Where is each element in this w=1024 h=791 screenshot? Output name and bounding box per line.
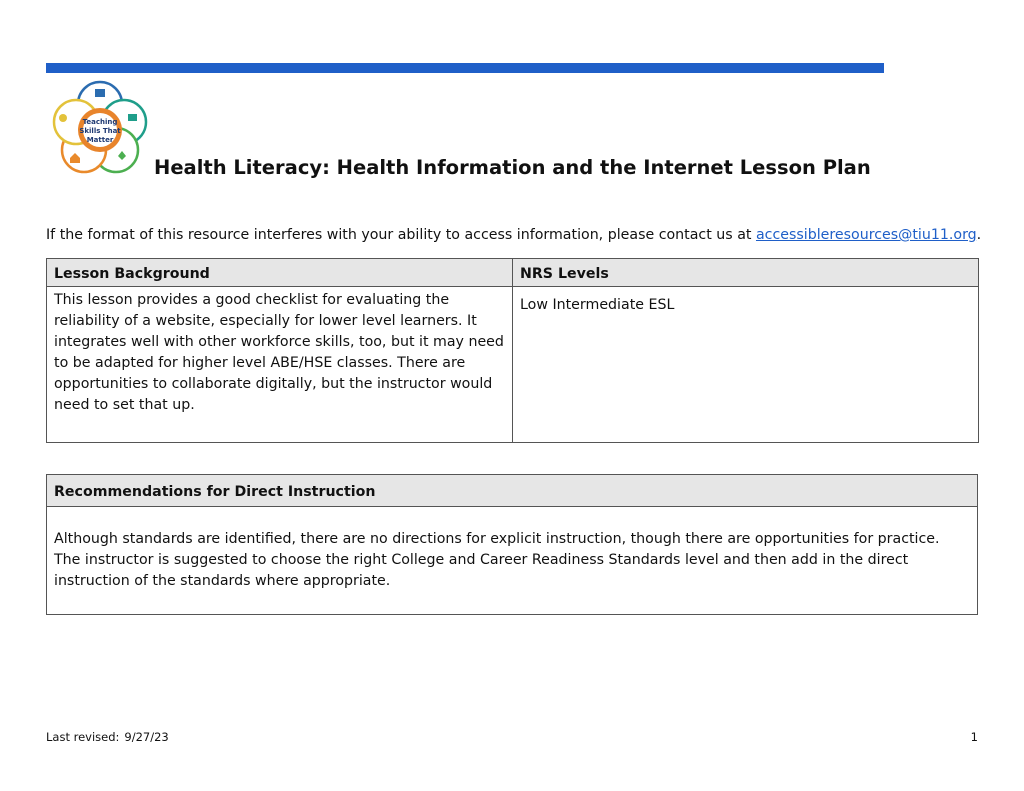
page-title: Health Literacy: Health Information and the Internet Lesson Plan — [154, 156, 871, 179]
logo-text-3: Matter — [86, 136, 114, 144]
last-revised — [46, 730, 174, 744]
accessible-resources-email-link[interactable]: accessibleresources@tiu11.org — [755, 227, 977, 243]
lightbulb-icon — [59, 114, 67, 122]
lesson-background-header: Lesson Background — [47, 259, 513, 287]
direct-instruction-text: Although standards are identified, there are no directions for explicit instruction, though there are opportunities for practice. The instructor is suggested to choose the right College and Career Readiness Standards level and then add in the direct instruction of the standards where appropriate. — [47, 507, 978, 615]
last-revised-date: 9/27/23 — [124, 730, 169, 744]
computer-icon — [128, 114, 137, 121]
header-bar — [46, 63, 884, 73]
lesson-background-text: This lesson provides a good checklist for evaluating the reliability of a website, especially for lower level learners. It integrates well with other workforce skills, too, but it may need to be adapted for higher level ABE/HSE classes. There are opportunities to collaborate digitally, but the instructor would need to set that up. — [47, 287, 513, 443]
direct-instruction-header: Recommendations for Direct Instruction — [47, 475, 978, 507]
access-notice-suffix: . — [976, 227, 982, 243]
last-revised-label: Last revised: — [46, 730, 120, 744]
lesson-background-table — [46, 258, 979, 443]
page-number: 1 — [970, 730, 978, 744]
logo-text-2: Skills That — [79, 127, 121, 135]
direct-instruction-table — [46, 474, 978, 615]
access-notice-text: If the format of this resource interferes with your ability to access information, please contact us at — [46, 227, 756, 243]
logo-text-1: Teaching — [82, 118, 118, 126]
nrs-levels-header: NRS Levels — [513, 259, 979, 287]
access-notice — [46, 227, 981, 243]
teaching-skills-logo — [46, 78, 154, 178]
nrs-levels-value: Low Intermediate ESL — [513, 287, 979, 443]
book-icon — [95, 89, 105, 97]
